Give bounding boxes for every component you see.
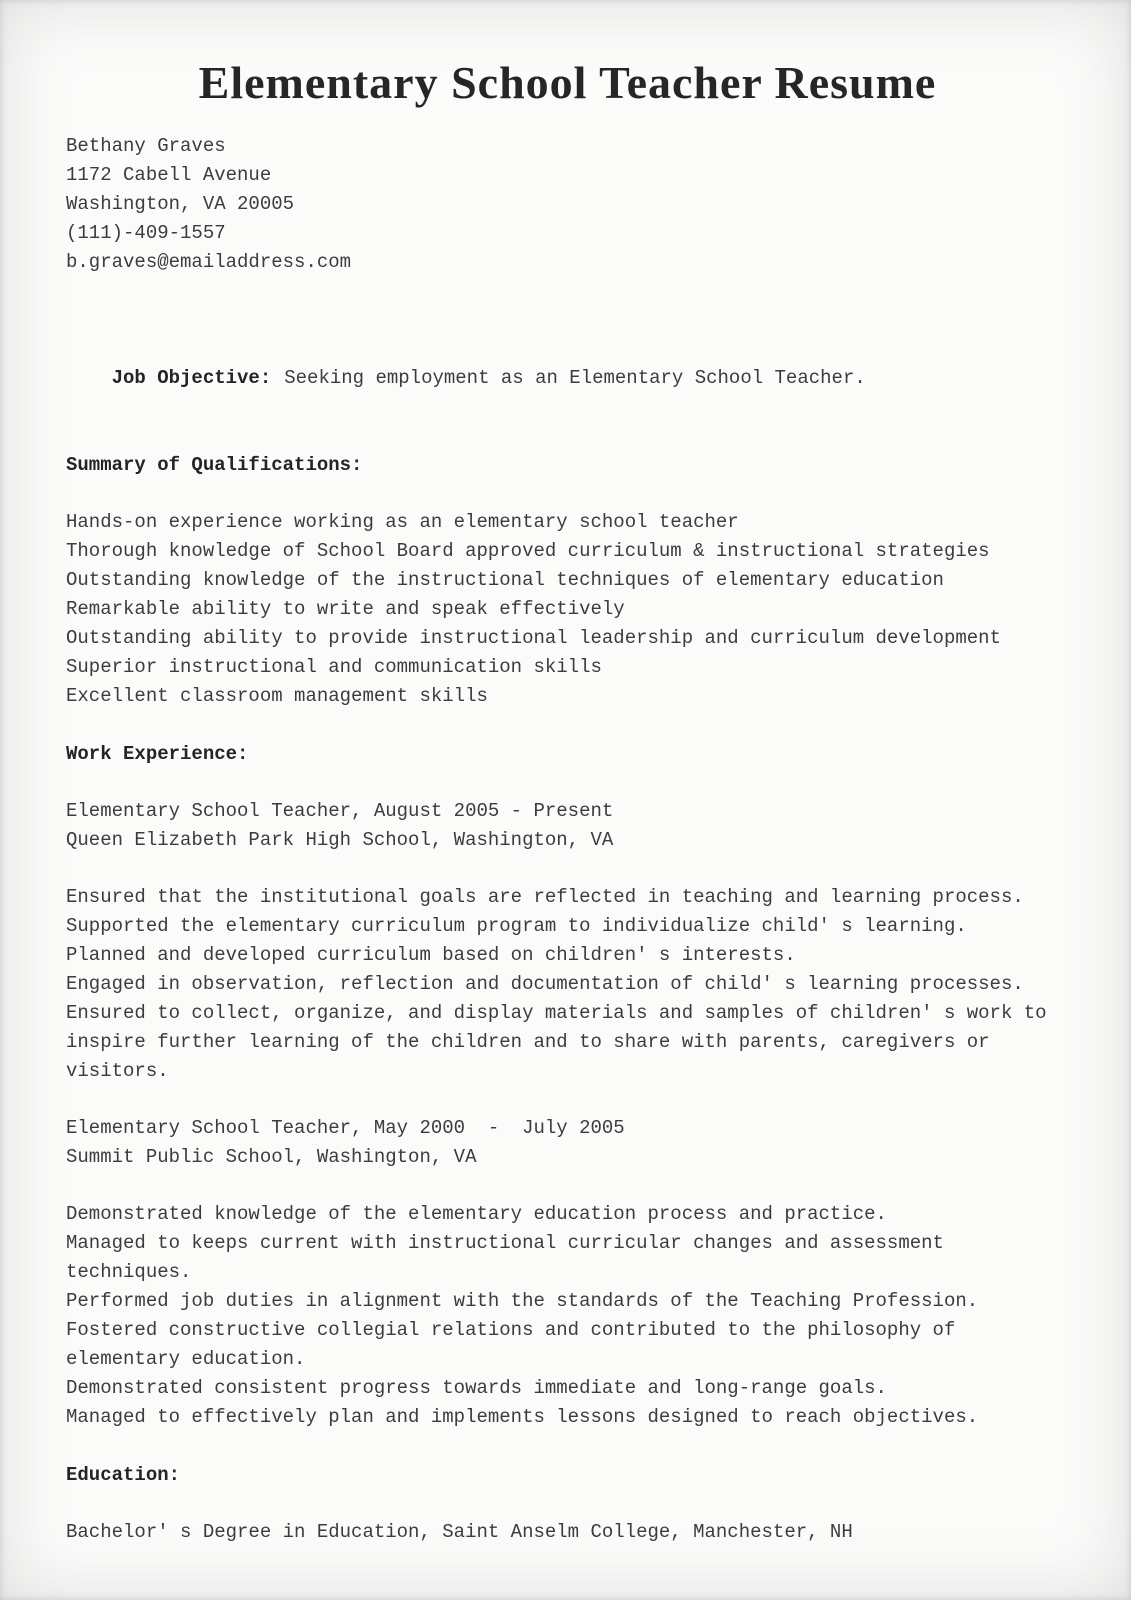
- qualification-item: Hands-on experience working as an elementary school teacher: [66, 511, 739, 533]
- job-duty: Fostered constructive collegial relations and contributed to the philosophy of elementary education.: [66, 1319, 967, 1370]
- education-line: Bachelor' s Degree in Education, Saint Anselm College, Manchester, NH: [66, 1521, 853, 1543]
- job-title-line: Elementary School Teacher, August 2005 - Present: [66, 800, 614, 822]
- qualification-item: Outstanding knowledge of the instructional techniques of elementary education: [66, 569, 944, 591]
- job-duties-list: [66, 1200, 1069, 1432]
- job-duty: Performed job duties in alignment with the standards of the Teaching Profession.: [66, 1290, 979, 1312]
- job-duties-list: [66, 883, 1069, 1086]
- job-duty: Ensured that the institutional goals are reflected in teaching and learning process.: [66, 886, 1024, 908]
- job-duty: Managed to keeps current with instructional curricular changes and assessment techniques.: [66, 1232, 956, 1283]
- objective-block: [66, 335, 1069, 422]
- contact-block: [66, 132, 1069, 277]
- job-title-line: Elementary School Teacher, May 2000 - July 2005: [66, 1117, 625, 1139]
- page-title: Elementary School Teacher Resume: [198, 57, 937, 108]
- job-entry-1: [66, 797, 1069, 1086]
- objective-text: Seeking employment as an Elementary School Teacher.: [284, 367, 866, 389]
- section-heading-education: Education:: [66, 1464, 181, 1486]
- job-duty: Supported the elementary curriculum program to individualize child' s learning.: [66, 915, 967, 937]
- job-employer-line: Summit Public School, Washington, VA: [66, 1146, 477, 1168]
- qualification-item: Remarkable ability to write and speak effectively: [66, 598, 625, 620]
- contact-address-line2: Washington, VA 20005: [66, 193, 295, 215]
- qualification-item: Superior instructional and communication skills: [66, 656, 602, 678]
- contact-name: Bethany Graves: [66, 135, 226, 157]
- contact-phone: (111)-409-1557: [66, 222, 226, 244]
- objective-label: Job Objective:: [111, 367, 272, 389]
- section-heading-qualifications: Summary of Qualifications:: [66, 454, 363, 476]
- job-duty: Demonstrated knowledge of the elementary education process and practice.: [66, 1203, 887, 1225]
- qualifications-list: [66, 508, 1069, 711]
- contact-email: b.graves@emailaddress.com: [66, 251, 352, 273]
- contact-address-line1: 1172 Cabell Avenue: [66, 164, 272, 186]
- job-entry-2: [66, 1114, 1069, 1432]
- job-duty: Demonstrated consistent progress towards immediate and long-range goals.: [66, 1377, 887, 1399]
- job-duty: Planned and developed curriculum based on children' s interests.: [66, 944, 796, 966]
- job-duty: Managed to effectively plan and implements lessons designed to reach objectives.: [66, 1406, 979, 1428]
- qualification-item: Excellent classroom management skills: [66, 685, 488, 707]
- job-employer-line: Queen Elizabeth Park High School, Washington, VA: [66, 829, 614, 851]
- job-duty: Ensured to collect, organize, and display materials and samples of children' s work to inspire further learning of the children and to share with parents, caregivers or visitors.: [66, 1002, 1058, 1082]
- qualification-item: Outstanding ability to provide instructional leadership and curriculum development: [66, 627, 1001, 649]
- qualification-item: Thorough knowledge of School Board approved curriculum & instructional strategies: [66, 540, 990, 562]
- job-duty: Engaged in observation, reflection and documentation of child' s learning processes.: [66, 973, 1024, 995]
- section-heading-work-experience: Work Experience:: [66, 743, 249, 765]
